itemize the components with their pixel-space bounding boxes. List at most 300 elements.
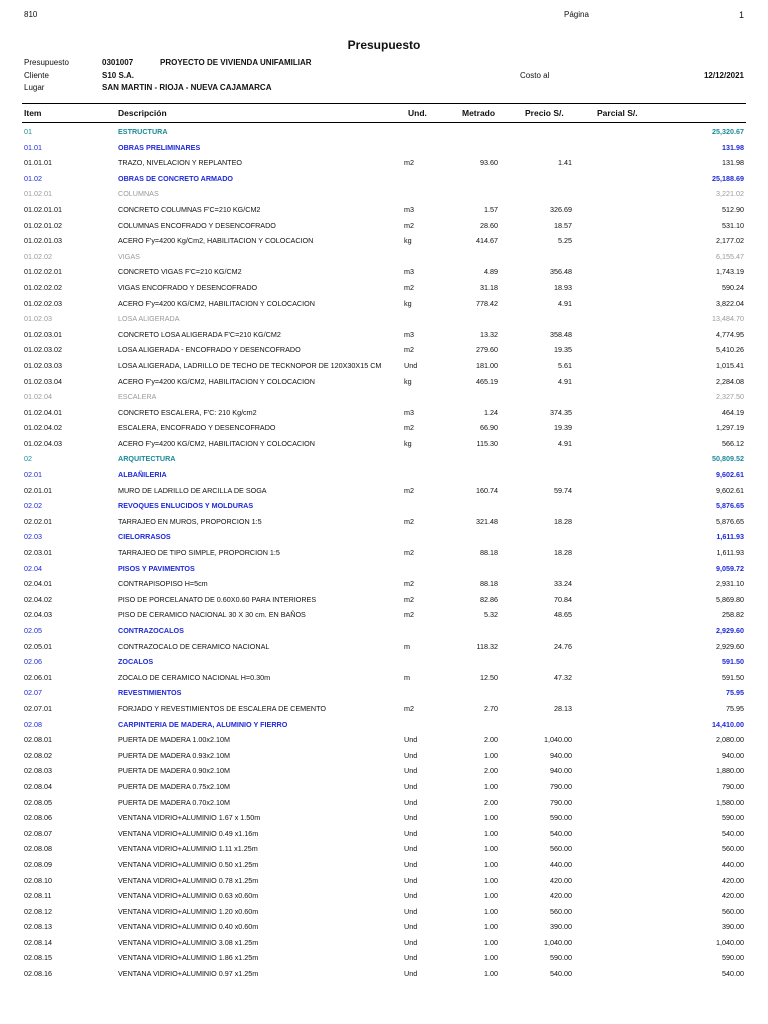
row-description: LOSA ALIGERADA (118, 314, 180, 324)
row-unit: m2 (404, 579, 414, 589)
table-section-row (24, 389, 744, 405)
row-description: OBRAS PRELIMINARES (118, 142, 201, 152)
row-parcial: 2,284.08 (716, 376, 744, 386)
row-description: CONCRETO VIGAS F'C=210 KG/CM2 (118, 267, 242, 277)
row-metrado: 88.18 (480, 579, 498, 589)
row-description: CIELORRASOS (118, 532, 171, 542)
row-description: PISO DE CERAMICO NACIONAL 30 X 30 cm. EN BAÑOS (118, 610, 306, 620)
table-row (24, 405, 744, 421)
row-unit: m3 (404, 204, 414, 214)
row-description: VENTANA VIDRIO+ALUMINIO 1.67 x 1.50m (118, 813, 261, 823)
row-description: ESCALERA (118, 392, 157, 402)
table-row (24, 576, 744, 592)
row-precio: 356.48 (550, 267, 572, 277)
row-parcial: 14,410.00 (712, 719, 744, 729)
table-section-row (24, 451, 744, 467)
row-item: 02.07 (24, 688, 42, 698)
row-precio: 1,040.00 (544, 937, 572, 947)
row-metrado: 115.30 (476, 438, 498, 448)
row-parcial: 590.24 (722, 282, 744, 292)
row-description: LOSA ALIGERADA - ENCOFRADO Y DESENCOFRADO (118, 345, 301, 355)
row-parcial: 420.00 (722, 875, 744, 885)
row-metrado: 181.00 (476, 360, 498, 370)
row-description: PUERTA DE MADERA 0.90x2.10M (118, 766, 230, 776)
row-item: 01.02.02.03 (24, 298, 62, 308)
row-item: 02.08.03 (24, 766, 52, 776)
table-row (24, 748, 744, 764)
row-description: MURO DE LADRILLO DE ARCILLA DE SOGA (118, 485, 267, 495)
row-description: PUERTA DE MADERA 0.75x2.10M (118, 781, 230, 791)
row-precio: 390.00 (550, 922, 572, 932)
row-item: 02.04.03 (24, 610, 52, 620)
row-item: 02.08.14 (24, 937, 52, 947)
row-precio: 24.76 (554, 641, 572, 651)
row-metrado: 118.32 (476, 641, 498, 651)
row-description: ACERO F'y=4200 Kg/Cm2, HABILITACION Y COLOCACION (118, 236, 314, 246)
row-item: 01.02 (24, 173, 42, 183)
row-metrado: 279.60 (476, 345, 498, 355)
row-unit: Und (404, 953, 418, 963)
col-und-header: Und. (408, 108, 427, 118)
row-description: ACERO F'y=4200 KG/CM2, HABILITACION Y COLOCACION (118, 298, 315, 308)
row-parcial: 531.10 (722, 220, 744, 230)
row-parcial: 440.00 (722, 859, 744, 869)
row-description: VENTANA VIDRIO+ALUMINIO 0.63 x0.60m (118, 891, 259, 901)
row-item: 02.08.10 (24, 875, 52, 885)
row-unit: m3 (404, 267, 414, 277)
row-unit: Und (404, 875, 418, 885)
row-parcial: 2,177.02 (716, 236, 744, 246)
row-parcial: 390.00 (722, 922, 744, 932)
lugar-label: Lugar (24, 83, 45, 92)
row-unit: Und (404, 813, 418, 823)
row-item: 01.02.04.02 (24, 423, 62, 433)
row-unit: Und (404, 828, 418, 838)
row-description: CONTRAZOCALO DE CERAMICO NACIONAL (118, 641, 270, 651)
table-row (24, 795, 744, 811)
page-label: Página (564, 10, 589, 19)
row-unit: Und (404, 797, 418, 807)
row-description: CONTRAZOCALOS (118, 626, 184, 635)
table-row (24, 218, 744, 234)
row-parcial: 940.00 (722, 750, 744, 760)
row-precio: 19.39 (554, 423, 572, 433)
row-unit: m (404, 672, 410, 682)
row-parcial: 420.00 (722, 891, 744, 901)
row-unit: Und (404, 781, 418, 791)
table-row (24, 841, 744, 857)
table-section-row (24, 685, 744, 701)
table-row (24, 483, 744, 499)
row-precio: 18.57 (554, 220, 572, 230)
row-item: 01.02.01.01 (24, 204, 62, 214)
row-item: 02.05.01 (24, 641, 52, 651)
row-item: 01.02.04.01 (24, 407, 62, 417)
table-row (24, 545, 744, 561)
row-metrado: 2.70 (484, 703, 498, 713)
row-description: VENTANA VIDRIO+ALUMINIO 0.40 x0.60m (118, 922, 259, 932)
row-description: CONCRETO ESCALERA, F'C: 210 Kg/cm2 (118, 407, 257, 417)
row-description: VIGAS (118, 251, 140, 261)
row-item: 02.03 (24, 532, 42, 542)
row-item: 01.02.01.03 (24, 236, 62, 246)
row-parcial: 1,040.00 (716, 937, 744, 947)
row-parcial: 464.19 (722, 407, 744, 417)
row-parcial: 9,602.61 (716, 485, 744, 495)
cliente-value: S10 S.A. (102, 71, 135, 80)
row-item: 02 (24, 454, 32, 464)
row-unit: Und (404, 750, 418, 760)
row-precio: 590.00 (550, 953, 572, 963)
row-metrado: 2.00 (484, 797, 498, 807)
row-metrado: 1.00 (484, 859, 498, 869)
row-parcial: 540.00 (722, 828, 744, 838)
col-precio-header: Precio S/. (525, 108, 564, 118)
row-parcial: 790.00 (722, 781, 744, 791)
row-metrado: 1.00 (484, 875, 498, 885)
table-row (24, 374, 744, 390)
row-precio: 4.91 (558, 438, 572, 448)
row-precio: 18.93 (554, 282, 572, 292)
row-precio: 59.74 (554, 485, 572, 495)
table-section-row (24, 467, 744, 483)
row-precio: 326.69 (550, 204, 572, 214)
table-section-row (24, 529, 744, 545)
table-section-row (24, 140, 744, 156)
table-row (24, 826, 744, 842)
table-header (22, 103, 746, 123)
row-unit: Und (404, 360, 418, 370)
row-unit: m2 (404, 610, 414, 620)
row-metrado: 93.60 (480, 158, 498, 168)
row-parcial: 3,221.02 (716, 189, 744, 199)
table-row (24, 779, 744, 795)
document-title: Presupuesto (347, 38, 421, 52)
row-parcial: 1,743.19 (716, 267, 744, 277)
row-metrado: 1.00 (484, 937, 498, 947)
row-item: 01.02.04 (24, 392, 52, 402)
row-parcial: 4,774.95 (716, 329, 744, 339)
row-parcial: 2,080.00 (716, 735, 744, 745)
table-row (24, 264, 744, 280)
row-item: 02.08.05 (24, 797, 52, 807)
row-item: 01.02.01 (24, 189, 52, 199)
row-metrado: 1.57 (484, 204, 498, 214)
row-precio: 440.00 (550, 859, 572, 869)
row-parcial: 590.00 (722, 953, 744, 963)
row-unit: Und (404, 937, 418, 947)
table-row (24, 327, 744, 343)
row-item: 02.07.01 (24, 703, 52, 713)
row-unit: kg (404, 298, 412, 308)
row-description: REVESTIMIENTOS (118, 688, 182, 698)
row-parcial: 512.90 (722, 204, 744, 214)
row-precio: 4.91 (558, 298, 572, 308)
col-metrado-header: Metrado (462, 108, 496, 118)
row-metrado: 1.00 (484, 813, 498, 823)
row-item: 02.08.09 (24, 859, 52, 869)
row-item: 02.08.02 (24, 750, 52, 760)
row-parcial: 9,602.61 (716, 470, 744, 480)
row-precio: 5.25 (558, 236, 572, 246)
row-description: TRAZO, NIVELACION Y REPLANTEO (118, 158, 242, 168)
row-item: 01.02.03.01 (24, 329, 62, 339)
table-row (24, 919, 744, 935)
row-metrado: 160.74 (476, 485, 498, 495)
row-description: PUERTA DE MADERA 0.93x2.10M (118, 750, 230, 760)
row-item: 02.08.16 (24, 969, 52, 979)
row-unit: m2 (404, 423, 414, 433)
row-description: VIGAS ENCOFRADO Y DESENCOFRADO (118, 282, 258, 292)
row-unit: m2 (404, 345, 414, 355)
row-metrado: 1.00 (484, 828, 498, 838)
table-row (24, 873, 744, 889)
row-parcial: 25,188.69 (712, 173, 744, 183)
row-item: 01.01.01 (24, 158, 52, 168)
table-row (24, 935, 744, 951)
row-precio: 28.13 (554, 703, 572, 713)
row-item: 02.08.01 (24, 735, 52, 745)
row-description: CONTRAPISOPISO H=5cm (118, 579, 208, 589)
row-item: 01.02.04.03 (24, 438, 62, 448)
row-parcial: 258.82 (722, 610, 744, 620)
row-description: COLUMNAS ENCOFRADO Y DESENCOFRADO (118, 220, 276, 230)
row-metrado: 1.00 (484, 953, 498, 963)
row-item: 01.02.03.04 (24, 376, 62, 386)
row-item: 01.02.03.02 (24, 345, 62, 355)
costo-label: Costo al (520, 71, 550, 80)
row-unit: m2 (404, 282, 414, 292)
row-unit: m3 (404, 329, 414, 339)
row-parcial: 591.50 (722, 672, 744, 682)
row-metrado: 28.60 (480, 220, 498, 230)
budget-table-body (24, 124, 744, 982)
table-row (24, 950, 744, 966)
row-description: VENTANA VIDRIO+ALUMINIO 0.50 x1.25m (118, 859, 259, 869)
presupuesto-name: PROYECTO DE VIVIENDA UNIFAMILIAR (160, 58, 312, 67)
lugar-value: SAN MARTIN - RIOJA - NUEVA CAJAMARCA (102, 83, 272, 92)
row-description: ACERO F'y=4200 KG/CM2, HABILITACION Y COLOCACION (118, 376, 315, 386)
row-description: TARRAJEO EN MUROS, PROPORCION 1:5 (118, 516, 262, 526)
row-precio: 540.00 (550, 828, 572, 838)
table-row (24, 233, 744, 249)
row-unit: m2 (404, 548, 414, 558)
table-row (24, 358, 744, 374)
row-parcial: 1,580.00 (716, 797, 744, 807)
row-unit: kg (404, 438, 412, 448)
row-parcial: 560.00 (722, 906, 744, 916)
row-metrado: 1.00 (484, 906, 498, 916)
row-item: 02.02.01 (24, 516, 52, 526)
row-parcial: 1,015.41 (716, 360, 744, 370)
row-metrado: 1.00 (484, 969, 498, 979)
row-unit: Und (404, 844, 418, 854)
row-item: 02.08.13 (24, 922, 52, 932)
row-item: 01.02.03 (24, 314, 52, 324)
table-row (24, 202, 744, 218)
row-item: 02.08.07 (24, 828, 52, 838)
row-precio: 70.84 (554, 594, 572, 604)
table-row (24, 904, 744, 920)
row-parcial: 75.95 (726, 703, 744, 713)
row-parcial: 1,611.93 (716, 532, 744, 542)
table-row (24, 607, 744, 623)
row-unit: Und (404, 891, 418, 901)
row-parcial: 9,059.72 (716, 563, 744, 573)
row-description: FORJADO Y REVESTIMIENTOS DE ESCALERA DE CEMENTO (118, 703, 326, 713)
row-metrado: 1.00 (484, 750, 498, 760)
col-parcial-header: Parcial S/. (597, 108, 638, 118)
row-description: CONCRETO LOSA ALIGERADA F'C=210 KG/CM2 (118, 329, 281, 339)
row-item: 02.08.08 (24, 844, 52, 854)
row-unit: Und (404, 735, 418, 745)
row-precio: 18.28 (554, 516, 572, 526)
row-parcial: 1,880.00 (716, 766, 744, 776)
row-description: VENTANA VIDRIO+ALUMINIO 0.49 x1.16m (118, 828, 259, 838)
row-item: 02.03.01 (24, 548, 52, 558)
table-section-row (24, 561, 744, 577)
row-parcial: 1,611.93 (716, 548, 744, 558)
row-item: 02.01.01 (24, 485, 52, 495)
row-description: ZOCALO DE CERAMICO NACIONAL H=0.30m (118, 672, 271, 682)
table-row (24, 342, 744, 358)
row-metrado: 1.00 (484, 781, 498, 791)
table-row (24, 701, 744, 717)
row-metrado: 1.00 (484, 844, 498, 854)
row-unit: Und (404, 859, 418, 869)
table-section-row (24, 186, 744, 202)
row-item: 01.02.02.01 (24, 267, 62, 277)
row-parcial: 591.50 (722, 657, 744, 667)
row-metrado: 2.00 (484, 735, 498, 745)
row-description: PUERTA DE MADERA 1.00x2.10M (118, 735, 230, 745)
table-row (24, 966, 744, 982)
row-item: 01.02.03.03 (24, 360, 62, 370)
row-precio: 790.00 (550, 781, 572, 791)
row-item: 02.05 (24, 626, 42, 635)
row-item: 02.08 (24, 719, 42, 729)
row-parcial: 13,484.70 (712, 314, 744, 324)
row-precio: 560.00 (550, 906, 572, 916)
row-item: 01 (24, 127, 32, 136)
row-item: 02.01 (24, 470, 42, 480)
row-precio: 540.00 (550, 969, 572, 979)
row-unit: m2 (404, 594, 414, 604)
row-precio: 940.00 (550, 766, 572, 776)
row-precio: 48.65 (554, 610, 572, 620)
row-description: PUERTA DE MADERA 0.70x2.10M (118, 797, 230, 807)
row-precio: 590.00 (550, 813, 572, 823)
col-item-header: Item (24, 108, 42, 118)
row-description: CONCRETO COLUMNAS F'C=210 KG/CM2 (118, 204, 261, 214)
table-row (24, 592, 744, 608)
row-unit: m2 (404, 220, 414, 230)
row-unit: m2 (404, 485, 414, 495)
row-description: VENTANA VIDRIO+ALUMINIO 1.11 x1.25m (118, 844, 258, 854)
row-precio: 1,040.00 (544, 735, 572, 745)
row-parcial: 5,869.80 (716, 594, 744, 604)
row-metrado: 1.00 (484, 891, 498, 901)
row-precio: 420.00 (550, 875, 572, 885)
row-item: 02.04.02 (24, 594, 52, 604)
row-precio: 19.35 (554, 345, 572, 355)
table-row (24, 888, 744, 904)
row-metrado: 465.19 (476, 376, 498, 386)
row-description: ESCALERA, ENCOFRADO Y DESENCOFRADO (118, 423, 276, 433)
table-section-row (24, 311, 744, 327)
row-parcial: 5,876.65 (716, 501, 744, 511)
row-unit: Und (404, 906, 418, 916)
row-unit: Und (404, 922, 418, 932)
row-item: 01.02.01.02 (24, 220, 62, 230)
row-description: VENTANA VIDRIO+ALUMINIO 0.97 x1.25m (118, 969, 259, 979)
table-row (24, 436, 744, 452)
row-description: ALBAÑILERIA (118, 470, 167, 480)
row-item: 01.02.02 (24, 251, 52, 261)
row-precio: 1.41 (558, 158, 572, 168)
row-unit: Und (404, 766, 418, 776)
table-row (24, 732, 744, 748)
row-description: TARRAJEO DE TIPO SIMPLE, PROPORCION 1:5 (118, 548, 280, 558)
row-parcial: 566.12 (722, 438, 744, 448)
row-item: 02.06 (24, 657, 42, 667)
row-item: 02.02 (24, 501, 42, 511)
table-row (24, 639, 744, 655)
row-item: 01.01 (24, 142, 42, 152)
row-item: 02.08.12 (24, 906, 52, 916)
row-metrado: 31.18 (480, 282, 498, 292)
page-number: 1 (738, 10, 744, 20)
row-description: ACERO F'y=4200 KG/CM2, HABILITACION Y COLOCACION (118, 438, 315, 448)
row-metrado: 13.32 (480, 329, 498, 339)
row-item: 01.02.02.02 (24, 282, 62, 292)
row-precio: 560.00 (550, 844, 572, 854)
row-metrado: 66.90 (480, 423, 498, 433)
row-unit: m2 (404, 158, 414, 168)
row-unit: m (404, 641, 410, 651)
row-description: LOSA ALIGERADA, LADRILLO DE TECHO DE TECKNOPOR DE 120X30X15 CM (118, 360, 382, 370)
row-item: 02.08.11 (24, 891, 52, 901)
row-item: 02.04.01 (24, 579, 52, 589)
row-description: VENTANA VIDRIO+ALUMINIO 0.78 x1.25m (118, 875, 259, 885)
row-unit: kg (404, 376, 412, 386)
presupuesto-label: Presupuesto (24, 58, 69, 67)
table-row (24, 670, 744, 686)
row-item: 02.08.04 (24, 781, 52, 791)
table-row (24, 296, 744, 312)
row-metrado: 5.32 (484, 610, 498, 620)
table-section-row (24, 623, 744, 639)
row-precio: 18.28 (554, 548, 572, 558)
table-row (24, 857, 744, 873)
row-parcial: 2,929.60 (716, 626, 744, 635)
table-row (24, 420, 744, 436)
row-description: VENTANA VIDRIO+ALUMINIO 3.08 x1.25m (118, 937, 259, 947)
row-metrado: 82.86 (480, 594, 498, 604)
row-metrado: 778.42 (476, 298, 498, 308)
row-parcial: 131.98 (722, 142, 744, 152)
col-descripcion-header: Descripción (118, 108, 167, 118)
row-parcial: 2,929.60 (716, 641, 744, 651)
table-row (24, 155, 744, 171)
row-parcial: 50,809.52 (712, 454, 744, 464)
row-description: PISOS Y PAVIMENTOS (118, 563, 195, 573)
row-description: VENTANA VIDRIO+ALUMINIO 1.86 x1.25m (118, 953, 259, 963)
row-metrado: 321.48 (476, 516, 498, 526)
row-parcial: 5,410.26 (716, 345, 744, 355)
row-parcial: 25,320.67 (712, 127, 744, 136)
page-header-bar (24, 10, 744, 22)
